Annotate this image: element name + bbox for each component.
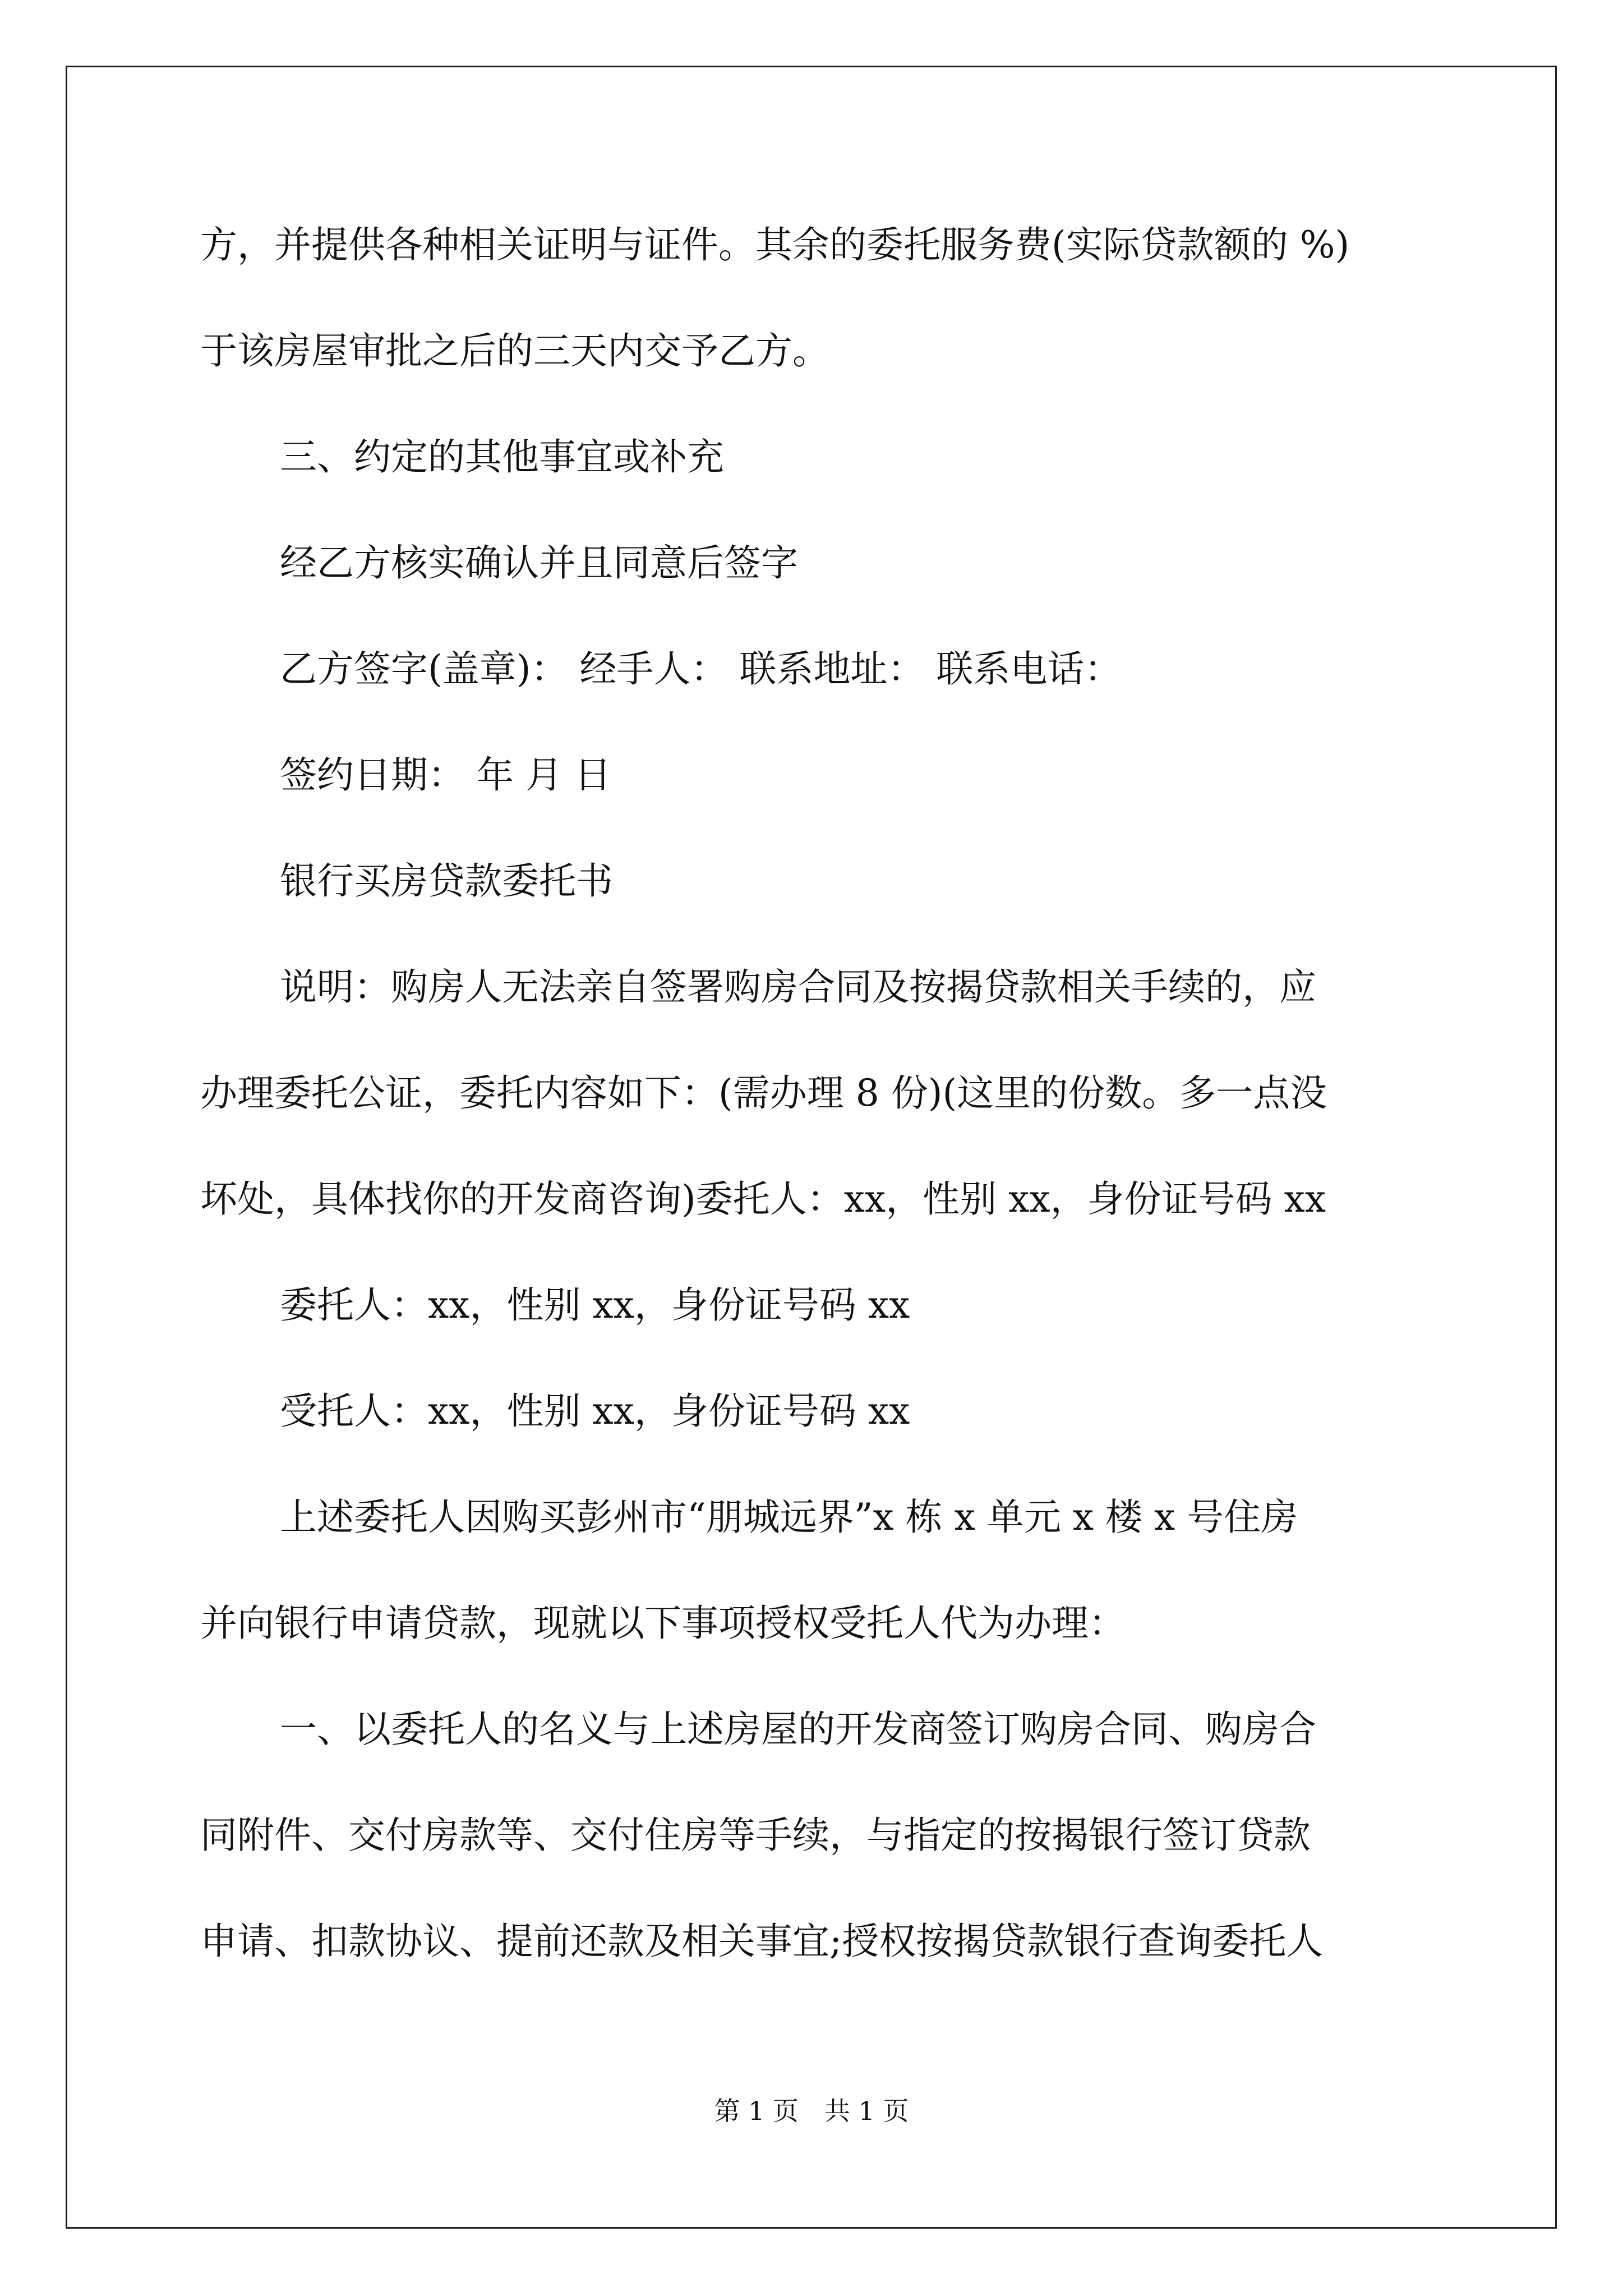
text-line: 一、以委托人的名义与上述房屋的开发商签订购房合同、购房合: [280, 1708, 1316, 1751]
agent-line: 受托人：xx，性别 xx，身份证号码 xx: [280, 1389, 910, 1433]
document-subtitle: 银行买房贷款委托书: [280, 859, 613, 903]
document-body: [200, 220, 1428, 2022]
text-line: 申请、扣款协议、提前还款及相关事宜;授权按揭贷款银行查询委托人: [200, 1920, 1324, 1963]
text-line: 方，并提供各种相关证明与证件。其余的委托服务费(实际贷款额的 %): [200, 223, 1350, 266]
section-heading: 三、约定的其他事宜或补充: [280, 435, 724, 478]
text-line: 上述委托人因购买彭州市“朋城远界”x 栋 x 单元 x 楼 x 号住房: [280, 1496, 1298, 1539]
text-line: 坏处，具体找你的开发商咨询)委托人：xx，性别 xx，身份证号码 xx: [200, 1177, 1326, 1221]
date-line: 签约日期： 年 月 日: [280, 753, 611, 797]
text-line: 于该房屋审批之后的三天内交予乙方。: [200, 329, 829, 372]
text-line: 同附件、交付房款等、交付住房等手续，与指定的按揭银行签订贷款: [200, 1814, 1311, 1857]
principal-line: 委托人：xx，性别 xx，身份证号码 xx: [280, 1283, 910, 1327]
page-number: 第 1 页 共 1 页: [714, 2096, 909, 2126]
text-line: 并向银行申请贷款，现就以下事项授权受托人代为办理：: [200, 1602, 1126, 1645]
text-line: 说明：购房人无法亲自签署购房合同及按揭贷款相关手续的，应: [280, 965, 1316, 1009]
text-line: 经乙方核实确认并且同意后签字: [280, 541, 798, 585]
signature-line: 乙方签字(盖章)： 经手人： 联系地址： 联系电话：: [280, 647, 1122, 691]
text-line: 办理委托公证，委托内容如下：(需办理 8 份)(这里的份数。多一点没: [200, 1071, 1327, 1115]
